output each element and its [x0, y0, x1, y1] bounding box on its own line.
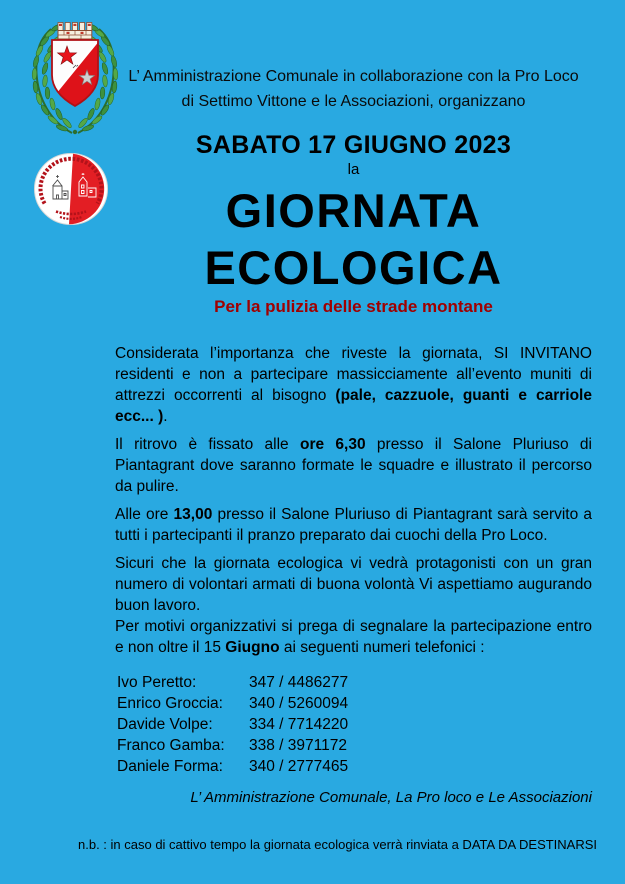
- municipal-coat-of-arms-icon: [25, 11, 125, 141]
- event-subtitle: Per la pulizia delle strade montane: [214, 297, 493, 316]
- contact-name: Davide Volpe:: [117, 716, 213, 733]
- contact-row: [117, 672, 592, 693]
- intro-text: [115, 64, 592, 114]
- signature-line: L’ Amministrazione Comunale, La Pro loco e Le Associazioni: [190, 789, 592, 806]
- paragraph-lunch: Alle ore 13,00 presso il Salone Pluriuso di Piantagrant sarà servito a tutti i partecipanti il pranzo preparato dai cuochi della Pro Loco.: [115, 506, 592, 544]
- contact-row: [117, 693, 592, 714]
- paragraph-meeting-time: Il ritrovo è fissato alle ore 6,30 presso il Salone Pluriuso di Piantagrant dove saranno formate le squadre e illustrato il percorso da pulire.: [115, 436, 592, 495]
- event-title: [115, 182, 592, 296]
- paragraph-volunteers: Sicuri che la giornata ecologica vi vedrà protagonisti con un gran numero di volontari armati di buona volontà Vi aspettiamo augurando buon lavoro.: [115, 555, 592, 614]
- paragraph-invitation: Considerata l’importanza che riveste la giornata, SI INVITANO residenti e non a partecipare massicciamente all’evento muniti di attrezzi occorrenti al bisogno (pale, cazzuole, guanti e carriole ecc... ).: [115, 345, 592, 425]
- contact-row: [117, 714, 592, 735]
- contact-list: [115, 672, 592, 777]
- contact-row: [117, 735, 592, 756]
- contact-row: [117, 756, 592, 777]
- contact-number: 338 / 3971172: [249, 737, 347, 754]
- intro-line-1: L’ Amministrazione Comunale in collaborazione con la Pro Loco: [128, 68, 579, 85]
- event-title-line-1: GIORNATA: [225, 184, 482, 237]
- event-title-line-2: ECOLOGICA: [204, 241, 503, 294]
- contact-number: 334 / 7714220: [249, 716, 349, 733]
- pro-loco-badge-icon: [32, 152, 110, 226]
- footnote: n.b. : in caso di cattivo tempo la giornata ecologica verrà rinviata a DATA DA DESTINARSI: [78, 837, 598, 852]
- contact-number: 347 / 4486277: [249, 674, 349, 691]
- contact-name: Franco Gamba:: [117, 737, 225, 754]
- event-date: SABATO 17 GIUGNO 2023: [195, 131, 512, 159]
- intro-line-2: di Settimo Vittone e le Associazioni, organizzano: [181, 93, 526, 110]
- paragraph-signup-deadline: Per motivi organizzativi si prega di segnalare la partecipazione entro e non oltre il 15 Giugno ai seguenti numeri telefonici :: [115, 618, 592, 656]
- contact-number: 340 / 2777465: [249, 758, 349, 775]
- flyer-content: [115, 0, 592, 806]
- contact-name: Ivo Peretto:: [117, 674, 197, 691]
- contact-name: Daniele Forma:: [117, 758, 223, 775]
- contact-name: Enrico Groccia:: [117, 695, 223, 712]
- contact-number: 340 / 5260094: [249, 695, 349, 712]
- event-article: la: [347, 161, 360, 178]
